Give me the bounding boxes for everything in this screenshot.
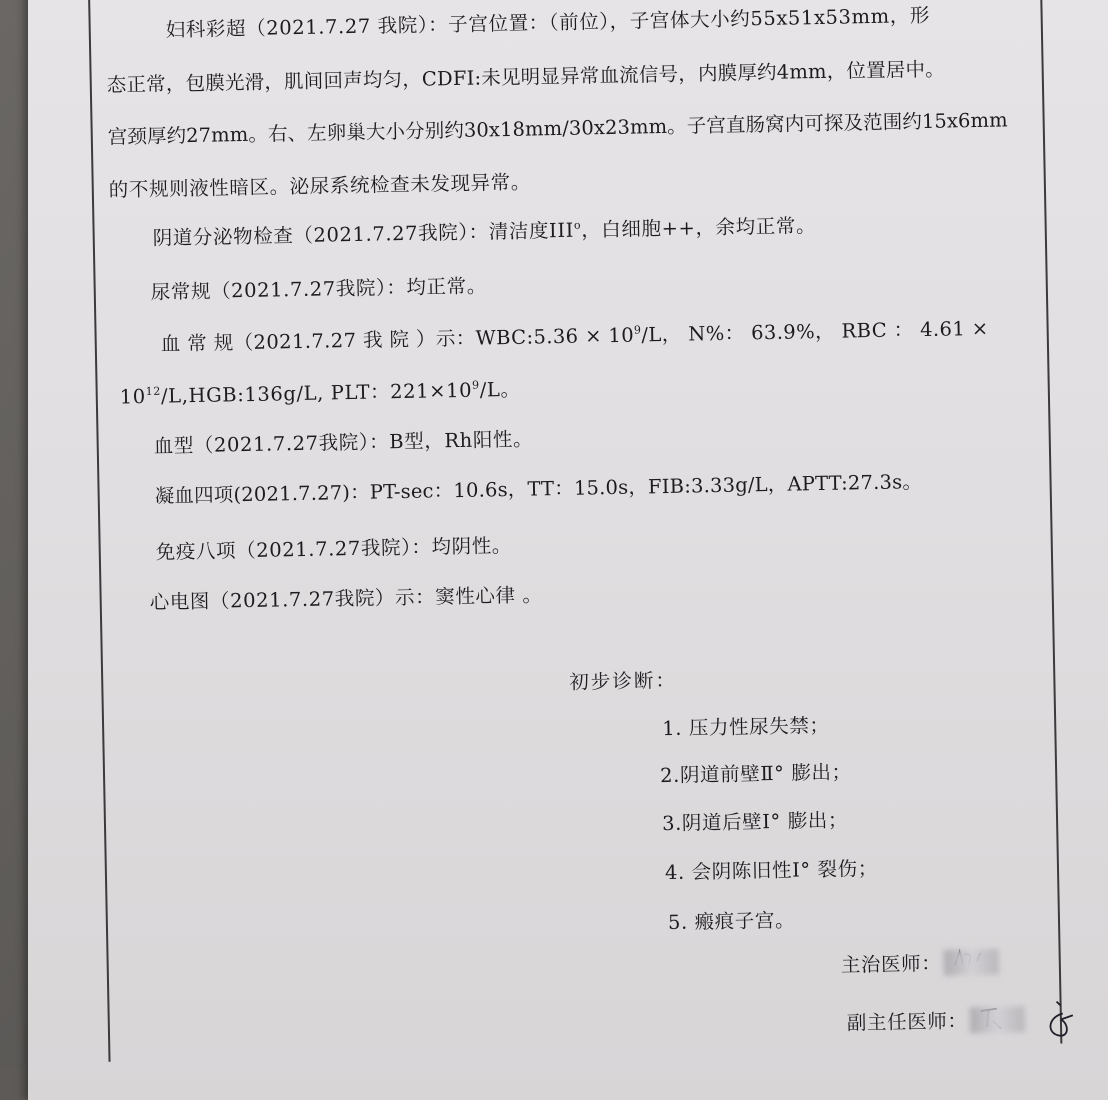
ultrasound-line-4: 的不规则液性暗区。泌尿系统检查未发现异常。	[108, 170, 532, 202]
ultrasound-line-3: 宫颈厚约27mm。右、左卵巢大小分别约30x18mm/30x23mm。子宫直肠窝内可探及范围约15x6mm	[107, 108, 1008, 149]
blood-routine-line-1	[160, 313, 988, 357]
coagulation-line: 凝血四项(2021.7.27)：PT-sec：10.6s，TT：15.0s，FIB:3.33g/L，APTT:27.3s。	[154, 470, 923, 508]
urine-routine-line: 尿常规（2021.7.27我院）：均正常。	[150, 274, 488, 304]
report-frame	[88, 0, 1062, 1062]
diagnosis-item-4: 4. 会阴陈旧性Ⅰ° 裂伤；	[664, 857, 879, 885]
associate-chief-label: 副主任医师：	[846, 1009, 968, 1035]
cleanliness-degree: o	[573, 218, 582, 232]
vaginal-secretion-text: 阴道分泌物检查（2021.7.27我院）：清洁度III	[152, 218, 575, 250]
patient-name-label	[220, 0, 325, 1]
blood-routine-part-2: /L， N%： 63.9%， RBC ： 4.61 ×	[641, 316, 989, 347]
ultrasound-line-1: 妇科彩超（2021.7.27 我院）：子宫位置：（前位），子宫体大小约55x51x53mm，形	[165, 3, 931, 42]
report-paper	[28, 0, 1108, 1100]
redacted-signature	[969, 1006, 1024, 1033]
wbc-exponent: 9	[633, 323, 642, 337]
diagnosis-item-2: 2.阴道前壁Ⅱ° 膨出；	[659, 760, 852, 788]
vaginal-secretion-line	[152, 210, 816, 251]
plt-unit: /L。	[479, 377, 521, 402]
attending-signature-line	[841, 946, 1012, 977]
attending-label: 主治医师：	[840, 951, 942, 977]
ultrasound-line-2: 态正常，包膜光滑，肌间回声均匀，CDFI:未见明显异常血流信号，内膜厚约4mm，位置居中。	[106, 57, 946, 97]
blood-routine-line-2	[119, 374, 520, 410]
blood-routine-part-1: 血 常 规（2021.7.27 我 院 ）示：WBC:5.36 × 10	[160, 323, 635, 356]
hgb-plt-text: /L,HGB:136g/L, PLT：221×10	[160, 378, 473, 408]
diagnosis-item-5: 5. 瘢痕子宫。	[667, 908, 796, 935]
diagnosis-title: 初步诊断：	[569, 668, 678, 694]
diagnosis-item-1: 1. 压力性尿失禁；	[662, 713, 830, 741]
redacted-signature	[943, 949, 998, 976]
immune-line: 免疫八项（2021.7.27我院）：均阴性。	[155, 533, 513, 564]
vaginal-secretion-rest: ，白细胞++，余均正常。	[580, 214, 817, 242]
rbc-exponent: 12	[145, 384, 162, 398]
blood-type-line: 血型（2021.7.27我院）：B型，Rh阳性。	[153, 427, 534, 458]
diagnosis-item-3: 3.阴道后壁Ⅰ° 膨出；	[661, 808, 849, 836]
associate-chief-signature-line	[847, 997, 1088, 1052]
ecg-line: 心电图（2021.7.27我院）示：窦性心律 。	[149, 583, 543, 614]
plt-exponent: 9	[471, 378, 480, 392]
patient-header	[220, 0, 398, 2]
rbc-base: 10	[119, 384, 147, 409]
